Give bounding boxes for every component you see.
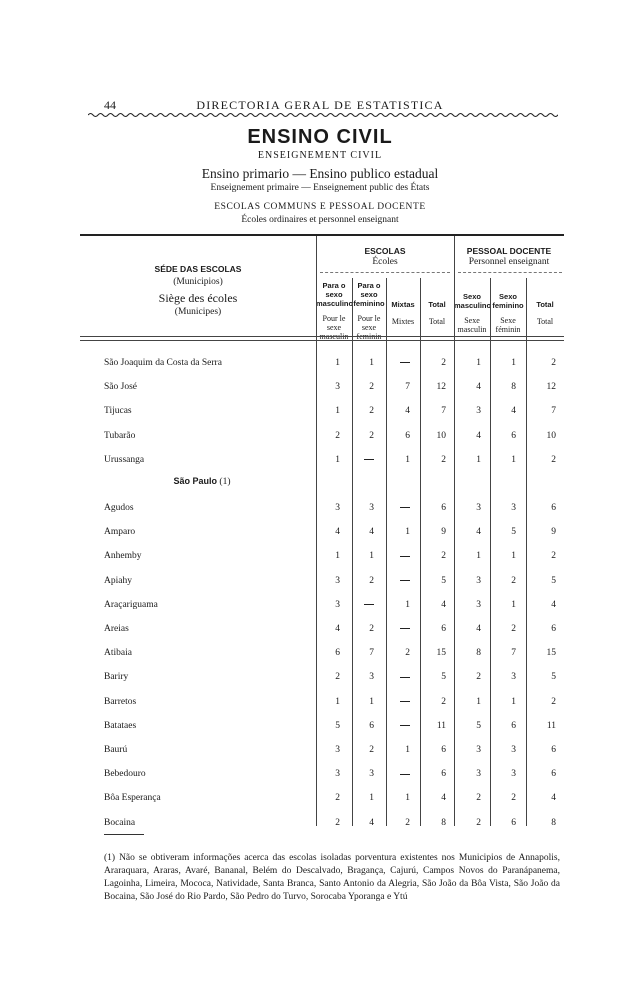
cell-value: 1	[511, 696, 516, 707]
cell-value: 3	[335, 599, 340, 610]
table-heading: ESCOLAS COMMUNS E PESSOAL DOCENTE	[214, 202, 426, 212]
page-subtitle: ENSEIGNEMENT CIVIL	[257, 150, 383, 161]
cell-value: 2	[551, 358, 556, 368]
cell-value: 7	[441, 406, 446, 417]
cell-value: 4	[441, 599, 446, 610]
cell-value: 3	[511, 503, 516, 513]
escolas-header: ESCOLAS	[364, 246, 406, 256]
municipes-header: (Municipes)	[174, 307, 222, 317]
cell-value: 2	[511, 793, 516, 804]
cell-value: 3	[369, 672, 374, 683]
table-row	[80, 648, 564, 672]
dash-mark	[400, 507, 410, 508]
cell-value	[400, 358, 410, 368]
col-header-fem: Para o sexo feminino Pour le sexe feminin	[353, 281, 385, 341]
cell-value: 1	[405, 745, 410, 755]
cell-value: 1	[405, 527, 410, 538]
cell-value: 4	[369, 817, 374, 828]
cell-value: 1	[405, 793, 410, 804]
sede-header: SÉDE DAS ESCOLAS	[154, 264, 242, 274]
cell-value: 1	[369, 551, 374, 562]
municipio-name: Anhemby	[104, 551, 142, 562]
dash-mark	[364, 604, 374, 605]
cell-value: 2	[441, 551, 446, 562]
cell-value: 4	[335, 527, 340, 538]
cell-value: 2	[551, 551, 556, 562]
cell-value: 2	[476, 672, 481, 683]
personnel-header: Personnel enseignant	[468, 257, 550, 267]
cell-value: 4	[551, 599, 556, 610]
cell-value: 15	[436, 648, 446, 659]
municipio-name: Amparo	[104, 527, 136, 538]
cell-value	[400, 551, 410, 561]
cell-value	[400, 672, 410, 682]
cell-value: 12	[546, 382, 556, 393]
cell-value: 7	[511, 648, 516, 659]
municipio-name: Atibaia	[104, 648, 132, 659]
pessoal-brace	[458, 272, 562, 273]
cell-value: 1	[405, 599, 410, 610]
col-header-total-escolas: Total Total	[428, 300, 446, 326]
municipio-name: Bocaina	[104, 817, 136, 828]
cell-value: 7	[405, 382, 410, 393]
table-row	[80, 672, 564, 696]
cell-value: 10	[546, 430, 556, 441]
cell-value: 9	[551, 527, 556, 538]
cell-value: 2	[441, 696, 446, 707]
cell-value: 2	[335, 817, 340, 828]
dash-mark	[400, 725, 410, 726]
cell-value: 3	[476, 599, 481, 610]
cell-value: 6	[441, 624, 446, 634]
cell-value: 3	[476, 575, 481, 586]
cell-value: 3	[369, 769, 374, 780]
cell-value	[400, 503, 410, 513]
cell-value: 1	[511, 358, 516, 368]
cell-value: 1	[476, 454, 481, 465]
cell-value: 3	[369, 503, 374, 513]
cell-value: 2	[476, 817, 481, 828]
cell-value: 5	[476, 720, 481, 731]
cell-value: 2	[335, 672, 340, 683]
table-row	[80, 600, 564, 624]
cell-value: 6	[551, 624, 556, 634]
cell-value: 4	[476, 430, 481, 441]
cell-value: 4	[405, 406, 410, 417]
cell-value: 1	[335, 696, 340, 707]
table-row	[80, 406, 564, 430]
ecoles-header: Écoles	[372, 257, 398, 267]
cell-value: 4	[476, 527, 481, 538]
cell-value: 1	[511, 599, 516, 610]
cell-value: 1	[476, 358, 481, 368]
cell-value: 5	[511, 527, 516, 538]
cell-value: 6	[441, 745, 446, 755]
cell-value: 2	[441, 454, 446, 465]
table-row	[80, 382, 564, 406]
cell-value: 2	[441, 358, 446, 368]
cell-value: 4	[511, 406, 516, 417]
col-header-sexo-fem: Sexo feminino Sexe féminin	[492, 292, 524, 334]
table-row	[80, 769, 564, 793]
cell-value: 4	[551, 793, 556, 804]
col-header-mixtas: Mixtas Mixtes	[391, 300, 415, 326]
cell-value: 6	[551, 745, 556, 755]
table-row	[80, 624, 564, 648]
municipio-name: Urussanga	[104, 454, 145, 465]
cell-value: 1	[335, 358, 340, 368]
footnote: (1) Não se obtiveram informações acerca das escolas isoladas porventura existentes nos Municipios de Annapolis, Araraquara, Araras, Avaré, Bananal, Belém do Descalvado, Bragança, Cajurú, Campos Novos do Paranápanema, Lagoinha, Limeira, Mococa, Natividade, Santa Branca, Santo Antonio da Alegria, São João da Bôa Vista, São João da Bocaina, São José do Rio Pardo, São Pedro do Turvo, Sorocaba Yporanga e Ytú	[104, 853, 560, 902]
cell-value: 6	[335, 648, 340, 659]
cell-value: 3	[476, 745, 481, 755]
cell-value: 2	[335, 430, 340, 441]
cell-value: 5	[551, 672, 556, 683]
section-heading: Ensino primario — Ensino publico estadual	[201, 166, 439, 181]
cell-value: 1	[511, 454, 516, 465]
cell-value	[400, 721, 410, 731]
cell-value: 4	[335, 624, 340, 634]
cell-value: 6	[551, 769, 556, 780]
header-bottom-rule	[80, 340, 564, 341]
municipio-name: Bariry	[104, 672, 129, 683]
cell-value: 1	[369, 696, 374, 707]
cell-value: 1	[476, 551, 481, 562]
table-top-rule	[80, 234, 564, 236]
municipio-name: Apiahy	[104, 575, 132, 586]
dash-mark	[400, 701, 410, 702]
cell-value: 6	[511, 720, 516, 731]
cell-value: 2	[369, 575, 374, 586]
cell-value: 4	[476, 624, 481, 634]
cell-value: 9	[441, 527, 446, 538]
cell-value: 1	[335, 454, 340, 465]
cell-value: 2	[476, 793, 481, 804]
table-row	[80, 721, 564, 745]
cell-value: 5	[441, 575, 446, 586]
table-row	[80, 358, 564, 382]
cell-value: 12	[436, 382, 446, 393]
cell-value: 3	[511, 745, 516, 755]
cell-value: 2	[369, 624, 374, 634]
running-head: DIRECTORIA GERAL DE ESTATISTICA	[196, 98, 444, 112]
municipio-name: Areias	[104, 624, 129, 634]
table-row	[80, 745, 564, 769]
dash-mark	[400, 580, 410, 581]
cell-value: 2	[405, 817, 410, 828]
col-header-sexo-masc: Sexo masculino Sexe masculin	[454, 292, 492, 334]
cell-value: 4	[476, 382, 481, 393]
cell-value: 6	[551, 503, 556, 513]
municipio-name: Tubarão	[104, 430, 136, 441]
dash-mark	[400, 774, 410, 775]
cell-value: 6	[511, 817, 516, 828]
dash-mark	[400, 628, 410, 629]
cell-value: 1	[476, 696, 481, 707]
section-heading-fr: Enseignement primaire — Enseignement public des États	[210, 183, 430, 193]
cell-value: 1	[369, 793, 374, 804]
cell-value	[400, 769, 410, 779]
cell-value	[364, 455, 374, 465]
cell-value: 3	[476, 769, 481, 780]
table-row	[80, 527, 564, 551]
table-row	[80, 793, 564, 817]
cell-value: 2	[405, 648, 410, 659]
escolas-brace	[320, 272, 450, 273]
cell-value: 2	[551, 696, 556, 707]
cell-value: 11	[436, 720, 446, 731]
cell-value: 4	[369, 527, 374, 538]
cell-value: 2	[369, 430, 374, 441]
cell-value: 6	[369, 720, 374, 731]
page-title: ENSINO CIVIL	[247, 126, 393, 148]
cell-value: 2	[511, 575, 516, 586]
cell-value: 3	[335, 769, 340, 780]
cell-value: 3	[511, 672, 516, 683]
municipio-name: São Joaquim da Costa da Serra	[104, 358, 222, 368]
cell-value: 3	[335, 575, 340, 586]
cell-value: 8	[551, 817, 556, 828]
cell-value: 3	[476, 406, 481, 417]
table-row	[80, 431, 564, 455]
cell-value: 5	[335, 720, 340, 731]
col-header-total-pessoal: Total Total	[536, 300, 554, 326]
cell-value: 2	[335, 793, 340, 804]
cell-value: 3	[335, 745, 340, 755]
cell-value: 6	[441, 503, 446, 513]
footnote-rule	[104, 834, 144, 835]
cell-value: 5	[441, 672, 446, 683]
table-row	[80, 503, 564, 527]
cell-value: 3	[335, 382, 340, 393]
municipio-name: Araçariguama	[104, 599, 158, 610]
municipio-name: São José	[104, 382, 137, 393]
cell-value: 1	[335, 406, 340, 417]
cell-value: 1	[405, 454, 410, 465]
cell-value: 3	[335, 503, 340, 513]
municipio-name: Bôa Esperança	[104, 793, 161, 804]
municipio-name: Tijucas	[104, 406, 132, 417]
table-heading-fr: Écoles ordinaires et personnel enseignant	[241, 215, 399, 225]
cell-value	[364, 600, 374, 610]
cell-value: 2	[511, 624, 516, 634]
cell-value: 8	[511, 382, 516, 393]
cell-value	[400, 624, 410, 634]
table-row	[80, 697, 564, 721]
table-row	[80, 818, 564, 842]
cell-value: 8	[441, 817, 446, 828]
dash-mark	[400, 677, 410, 678]
pessoal-header: PESSOAL DOCENTE	[466, 246, 552, 256]
table-row	[80, 551, 564, 575]
dash-mark	[400, 362, 410, 363]
cell-value: 1	[335, 551, 340, 562]
municipio-name: Bebedouro	[104, 769, 146, 780]
cell-value: 2	[369, 382, 374, 393]
municipio-name: Batataes	[104, 720, 137, 731]
dash-mark	[400, 556, 410, 557]
cell-value: 4	[441, 793, 446, 804]
municipios-header: (Municipios)	[173, 277, 223, 287]
dash-mark	[364, 459, 374, 460]
cell-value	[400, 697, 410, 707]
municipio-name: Baurú	[104, 745, 128, 755]
cell-value: 10	[436, 430, 446, 441]
cell-value: 1	[511, 551, 516, 562]
cell-value: 15	[546, 648, 556, 659]
cell-value: 3	[476, 503, 481, 513]
cell-value: 6	[441, 769, 446, 780]
page-number: 44	[104, 98, 116, 112]
siege-header: Siège des écoles	[158, 291, 238, 305]
cell-value: 6	[405, 430, 410, 441]
wavy-rule	[88, 112, 558, 118]
cell-value: 11	[546, 720, 556, 731]
cell-value: 3	[511, 769, 516, 780]
cell-value: 1	[369, 358, 374, 368]
cell-value: 2	[551, 454, 556, 465]
municipio-name: Barretos	[104, 696, 137, 707]
col-header-masc: Para o sexo masculino Pour le sexe masculin	[316, 281, 354, 341]
cell-value: 5	[551, 575, 556, 586]
cell-value: 6	[511, 430, 516, 441]
cell-value: 7	[369, 648, 374, 659]
state-section-heading: São Paulo (1)	[173, 476, 231, 487]
cell-value: 8	[476, 648, 481, 659]
cell-value: 2	[369, 745, 374, 755]
municipio-name: Agudos	[104, 503, 134, 513]
header-bottom-rule	[80, 336, 564, 337]
cell-value	[400, 576, 410, 586]
cell-value: 2	[369, 406, 374, 417]
cell-value: 7	[551, 406, 556, 417]
table-row	[80, 576, 564, 600]
